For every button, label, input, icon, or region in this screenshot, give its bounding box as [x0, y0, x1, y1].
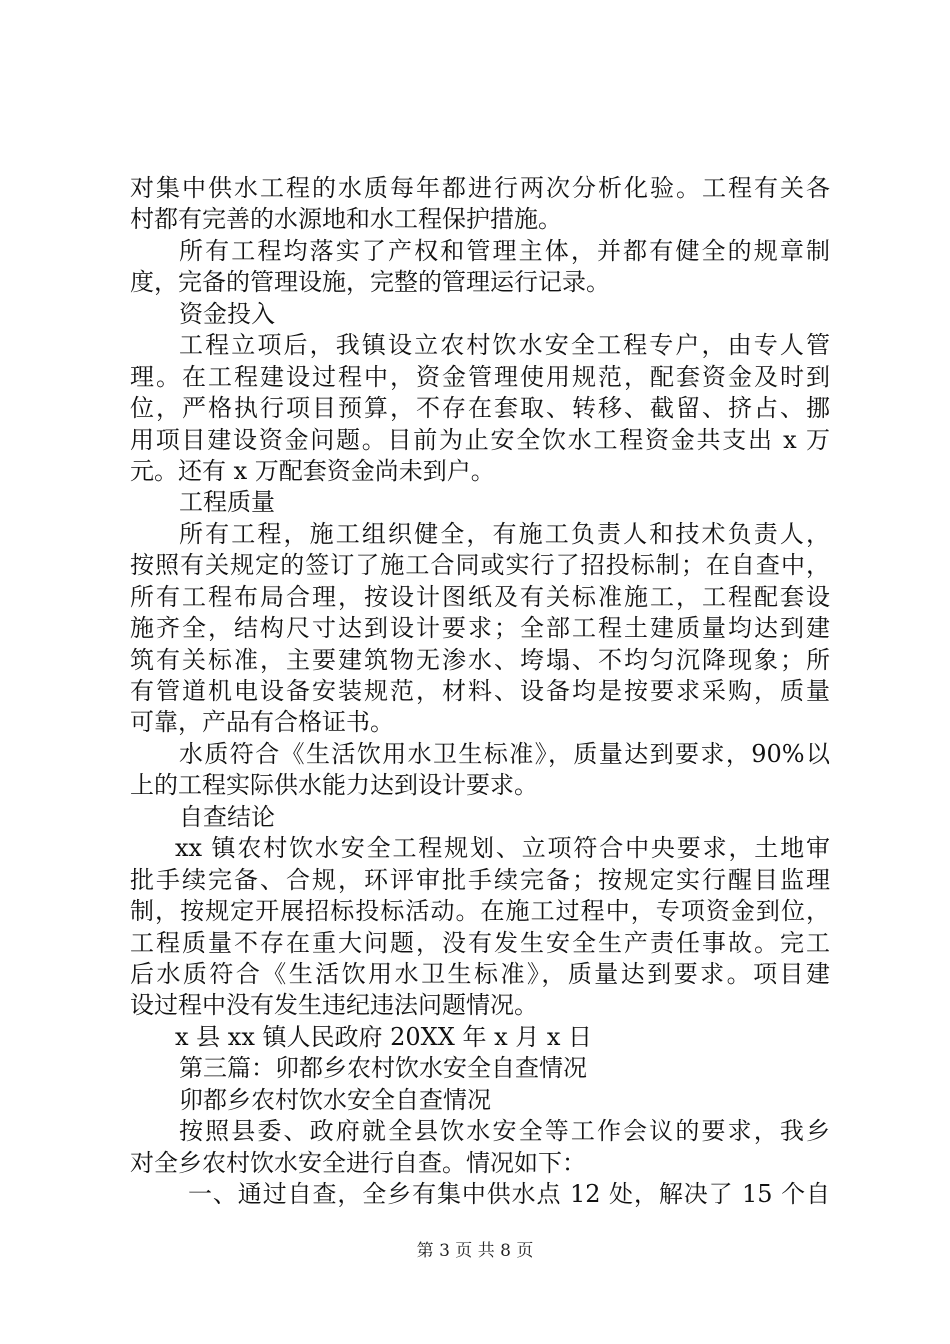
text-line: 按照县委、政府就全县饮水安全等工作会议的要求，我乡 — [179, 1117, 830, 1146]
chapter-title: 卯都乡农村饮水安全自查情况 — [179, 1085, 491, 1114]
text-line: 上的工程实际供水能力达到设计要求。 — [130, 771, 538, 800]
text-line: 对集中供水工程的水质每年都进行两次分析化验。工程有关各 — [130, 174, 830, 202]
document-body — [130, 173, 830, 1210]
text-line: 对全乡农村饮水安全进行自查。情况如下： — [130, 1148, 586, 1177]
text-line: 批手续完备、合规，环评审批手续完备；按规定实行醒目监理 — [130, 865, 830, 894]
section-heading: 工程质量 — [179, 488, 275, 517]
text-line: 工程质量不存在重大问题，没有发生安全生产责任事故。完工 — [130, 928, 830, 957]
text-line: 制，按规定开展招标投标活动。在施工过程中，专项资金到位， — [130, 897, 830, 926]
text-line: 施齐全，结构尺寸达到设计要求；全部工程土建质量均达到建 — [130, 614, 830, 643]
signature-date-line: x 县 xx 镇人民政府 20XX 年 x 月 x 日 — [175, 1022, 593, 1051]
text-line: 元。还有 x 万配套资金尚未到户。 — [130, 456, 495, 485]
text-line: 村都有完善的水源地和水工程保护措施。 — [130, 205, 562, 234]
text-line: 所有工程均落实了产权和管理主体，并都有健全的规章制 — [179, 236, 830, 265]
text-line: 工程立项后，我镇设立农村饮水安全工程专户，由专人管 — [179, 331, 830, 360]
page-footer: 第 3 页 共 8 页 — [416, 1241, 534, 1261]
text-line: 一、通过自查，全乡有集中供水点 12 处，解决了 15 个自 — [188, 1180, 830, 1208]
text-line: 后水质符合《生活饮用水卫生标准》，质量达到要求。项目建 — [130, 959, 830, 988]
text-line: 用项目建设资金问题。目前为止安全饮水工程资金共支出 x 万 — [130, 425, 830, 454]
text-line: 度，完备的管理设施，完整的管理运行记录。 — [130, 268, 610, 297]
chapter-heading: 第三篇：卯都乡农村饮水安全自查情况 — [179, 1054, 587, 1083]
text-line: 理。在工程建设过程中，资金管理使用规范，配套资金及时到 — [130, 362, 830, 391]
text-line: 位，严格执行项目预算，不存在套取、转移、截留、挤占、挪 — [130, 394, 830, 423]
section-heading: 自查结论 — [179, 802, 275, 831]
text-line: 水质符合《生活饮用水卫生标准》，质量达到要求，90%以 — [179, 739, 830, 768]
text-line: 可靠，产品有合格证书。 — [130, 708, 394, 737]
text-line: 有管道机电设备安装规范，材料、设备均是按要求采购，质量 — [130, 677, 830, 705]
section-heading: 资金投入 — [179, 299, 275, 328]
text-line: 设过程中没有发生违纪违法问题情况。 — [130, 991, 538, 1020]
text-line: 按照有关规定的签订了施工合同或实行了招投标制；在自查中， — [130, 551, 830, 580]
text-line: 所有工程布局合理，按设计图纸及有关标准施工，工程配套设 — [130, 582, 830, 611]
text-line: xx 镇农村饮水安全工程规划、立项符合中央要求，土地审 — [175, 834, 830, 863]
text-line: 所有工程，施工组织健全，有施工负责人和技术负责人， — [179, 519, 830, 548]
text-line: 筑有关标准，主要建筑物无渗水、垮塌、不均匀沉降现象；所 — [130, 645, 830, 674]
